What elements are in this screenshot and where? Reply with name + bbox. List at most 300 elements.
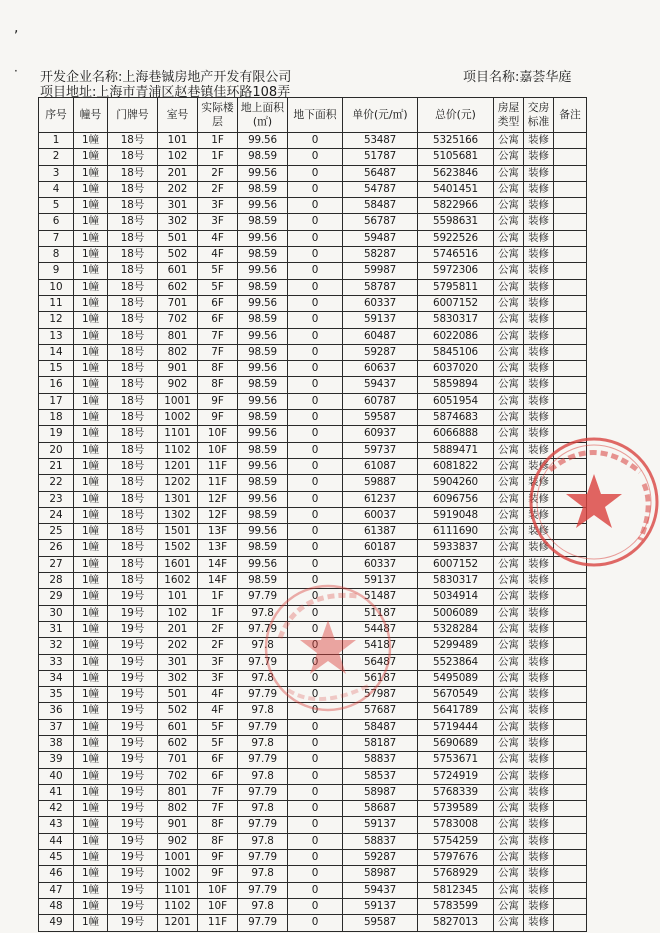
col-header-index: 序号 — [39, 98, 74, 133]
cell-doorplate: 18号 — [108, 491, 158, 507]
cell-floor: 6F — [198, 768, 238, 784]
cell-room: 202 — [158, 181, 198, 197]
cell-above-area: 98.59 — [238, 540, 288, 556]
cell-total-price: 5598631 — [418, 214, 494, 230]
cell-floor: 2F — [198, 165, 238, 181]
cell-delivery-standard: 装修 — [524, 801, 554, 817]
cell-index: 23 — [39, 491, 74, 507]
cell-house-type: 公寓 — [494, 621, 524, 637]
cell-unit-price: 58787 — [343, 279, 418, 295]
cell-doorplate: 19号 — [108, 735, 158, 751]
cell-house-type: 公寓 — [494, 247, 524, 263]
cell-remarks — [554, 687, 587, 703]
cell-above-area: 97.8 — [238, 605, 288, 621]
cell-floor: 2F — [198, 638, 238, 654]
cell-floor: 2F — [198, 621, 238, 637]
cell-unit-price: 60937 — [343, 426, 418, 442]
cell-delivery-standard: 装修 — [524, 149, 554, 165]
cell-remarks — [554, 589, 587, 605]
cell-building: 1幢 — [74, 410, 108, 426]
cell-doorplate: 18号 — [108, 361, 158, 377]
cell-index: 18 — [39, 410, 74, 426]
cell-delivery-standard: 装修 — [524, 556, 554, 572]
cell-above-area: 98.59 — [238, 377, 288, 393]
cell-room: 201 — [158, 165, 198, 181]
cell-delivery-standard: 装修 — [524, 589, 554, 605]
cell-doorplate: 18号 — [108, 263, 158, 279]
cell-above-area: 99.56 — [238, 230, 288, 246]
cell-building: 1幢 — [74, 784, 108, 800]
table-row — [39, 458, 587, 474]
table-row — [39, 214, 587, 230]
cell-house-type: 公寓 — [494, 833, 524, 849]
cell-below-area: 0 — [288, 149, 343, 165]
cell-unit-price: 61087 — [343, 458, 418, 474]
cell-total-price: 6022086 — [418, 328, 494, 344]
cell-delivery-standard: 装修 — [524, 768, 554, 784]
table-row — [39, 540, 587, 556]
cell-floor: 4F — [198, 703, 238, 719]
cell-index: 3 — [39, 165, 74, 181]
cell-remarks — [554, 328, 587, 344]
cell-unit-price: 56487 — [343, 654, 418, 670]
cell-floor: 3F — [198, 198, 238, 214]
cell-room: 901 — [158, 361, 198, 377]
cell-below-area: 0 — [288, 393, 343, 409]
cell-doorplate: 19号 — [108, 687, 158, 703]
table-row — [39, 556, 587, 572]
cell-unit-price: 57987 — [343, 687, 418, 703]
cell-room: 1201 — [158, 915, 198, 931]
cell-remarks — [554, 833, 587, 849]
cell-building: 1幢 — [74, 573, 108, 589]
col-header-below-area: 地下面积 — [288, 98, 343, 133]
cell-building: 1幢 — [74, 735, 108, 751]
cell-above-area: 99.56 — [238, 524, 288, 540]
cell-floor: 2F — [198, 181, 238, 197]
cell-above-area: 97.79 — [238, 752, 288, 768]
bullet-mark: · — [14, 64, 18, 78]
cell-unit-price: 59587 — [343, 410, 418, 426]
cell-total-price: 5812345 — [418, 882, 494, 898]
cell-delivery-standard: 装修 — [524, 344, 554, 360]
cell-index: 33 — [39, 654, 74, 670]
cell-doorplate: 19号 — [108, 915, 158, 931]
cell-delivery-standard: 装修 — [524, 458, 554, 474]
cell-building: 1幢 — [74, 817, 108, 833]
cell-above-area: 99.56 — [238, 361, 288, 377]
cell-below-area: 0 — [288, 654, 343, 670]
cell-doorplate: 18号 — [108, 247, 158, 263]
cell-remarks — [554, 524, 587, 540]
cell-remarks — [554, 263, 587, 279]
cell-room: 101 — [158, 589, 198, 605]
cell-total-price: 5859894 — [418, 377, 494, 393]
cell-room: 502 — [158, 703, 198, 719]
cell-below-area: 0 — [288, 817, 343, 833]
table-row — [39, 344, 587, 360]
table-row — [39, 377, 587, 393]
cell-total-price: 6007152 — [418, 556, 494, 572]
cell-above-area: 98.59 — [238, 507, 288, 523]
table-row — [39, 149, 587, 165]
table-row — [39, 165, 587, 181]
cell-floor: 14F — [198, 573, 238, 589]
cell-doorplate: 18号 — [108, 328, 158, 344]
cell-remarks — [554, 393, 587, 409]
cell-floor: 8F — [198, 817, 238, 833]
cell-unit-price: 54487 — [343, 621, 418, 637]
cell-room: 102 — [158, 605, 198, 621]
table-row — [39, 589, 587, 605]
cell-doorplate: 19号 — [108, 801, 158, 817]
cell-above-area: 97.8 — [238, 670, 288, 686]
cell-building: 1幢 — [74, 426, 108, 442]
cell-floor: 9F — [198, 410, 238, 426]
cell-above-area: 97.8 — [238, 801, 288, 817]
cell-index: 28 — [39, 573, 74, 589]
cell-remarks — [554, 458, 587, 474]
cell-house-type: 公寓 — [494, 426, 524, 442]
table-row — [39, 491, 587, 507]
cell-below-area: 0 — [288, 198, 343, 214]
cell-doorplate: 19号 — [108, 621, 158, 637]
cell-index: 41 — [39, 784, 74, 800]
cell-total-price: 5034914 — [418, 589, 494, 605]
cell-room: 501 — [158, 230, 198, 246]
cell-unit-price: 61237 — [343, 491, 418, 507]
cell-room: 1001 — [158, 393, 198, 409]
cell-remarks — [554, 295, 587, 311]
cell-house-type: 公寓 — [494, 670, 524, 686]
cell-building: 1幢 — [74, 279, 108, 295]
cell-index: 4 — [39, 181, 74, 197]
cell-above-area: 98.59 — [238, 573, 288, 589]
table-row — [39, 328, 587, 344]
cell-floor: 12F — [198, 507, 238, 523]
cell-total-price: 6037020 — [418, 361, 494, 377]
cell-doorplate: 18号 — [108, 573, 158, 589]
cell-delivery-standard: 装修 — [524, 361, 554, 377]
cell-remarks — [554, 133, 587, 149]
table-row — [39, 703, 587, 719]
table-row — [39, 670, 587, 686]
cell-below-area: 0 — [288, 850, 343, 866]
cell-total-price: 5768929 — [418, 866, 494, 882]
cell-index: 32 — [39, 638, 74, 654]
cell-index: 12 — [39, 312, 74, 328]
cell-house-type: 公寓 — [494, 752, 524, 768]
cell-house-type: 公寓 — [494, 866, 524, 882]
cell-delivery-standard: 装修 — [524, 638, 554, 654]
cell-below-area: 0 — [288, 703, 343, 719]
cell-total-price: 5670549 — [418, 687, 494, 703]
cell-house-type: 公寓 — [494, 230, 524, 246]
cell-building: 1幢 — [74, 393, 108, 409]
cell-total-price: 5904260 — [418, 475, 494, 491]
cell-building: 1幢 — [74, 915, 108, 931]
table-row — [39, 181, 587, 197]
cell-index: 11 — [39, 295, 74, 311]
cell-remarks — [554, 426, 587, 442]
cell-index: 31 — [39, 621, 74, 637]
cell-index: 8 — [39, 247, 74, 263]
project-name-label: 项目名称: — [463, 70, 520, 85]
cell-delivery-standard: 装修 — [524, 181, 554, 197]
cell-building: 1幢 — [74, 198, 108, 214]
cell-below-area: 0 — [288, 181, 343, 197]
cell-remarks — [554, 719, 587, 735]
cell-remarks — [554, 850, 587, 866]
cell-house-type: 公寓 — [494, 540, 524, 556]
cell-room: 1002 — [158, 866, 198, 882]
cell-building: 1幢 — [74, 328, 108, 344]
cell-unit-price: 51787 — [343, 149, 418, 165]
cell-floor: 4F — [198, 687, 238, 703]
cell-index: 13 — [39, 328, 74, 344]
cell-above-area: 97.79 — [238, 654, 288, 670]
cell-total-price: 5922526 — [418, 230, 494, 246]
table-row — [39, 915, 587, 931]
cell-above-area: 98.59 — [238, 410, 288, 426]
cell-doorplate: 18号 — [108, 230, 158, 246]
cell-house-type: 公寓 — [494, 589, 524, 605]
cell-house-type: 公寓 — [494, 817, 524, 833]
cell-total-price: 5830317 — [418, 573, 494, 589]
cell-building: 1幢 — [74, 605, 108, 621]
cell-house-type: 公寓 — [494, 133, 524, 149]
cell-below-area: 0 — [288, 589, 343, 605]
cell-total-price: 6111690 — [418, 524, 494, 540]
cell-building: 1幢 — [74, 882, 108, 898]
cell-floor: 5F — [198, 263, 238, 279]
table-row — [39, 850, 587, 866]
cell-total-price: 5768339 — [418, 784, 494, 800]
cell-below-area: 0 — [288, 524, 343, 540]
cell-building: 1幢 — [74, 833, 108, 849]
cell-index: 43 — [39, 817, 74, 833]
cell-below-area: 0 — [288, 882, 343, 898]
cell-total-price: 5401451 — [418, 181, 494, 197]
cell-floor: 6F — [198, 295, 238, 311]
cell-total-price: 5919048 — [418, 507, 494, 523]
cell-below-area: 0 — [288, 687, 343, 703]
col-header-building: 幢号 — [74, 98, 108, 133]
cell-house-type: 公寓 — [494, 328, 524, 344]
cell-doorplate: 18号 — [108, 181, 158, 197]
cell-doorplate: 18号 — [108, 442, 158, 458]
cell-index: 49 — [39, 915, 74, 931]
project-name: 嘉荟华庭 — [519, 70, 572, 85]
cell-above-area: 99.56 — [238, 165, 288, 181]
cell-delivery-standard: 装修 — [524, 426, 554, 442]
cell-index: 46 — [39, 866, 74, 882]
cell-above-area: 97.8 — [238, 866, 288, 882]
cell-delivery-standard: 装修 — [524, 198, 554, 214]
cell-unit-price: 58487 — [343, 198, 418, 214]
col-header-above-area: 地上面积(㎡) — [238, 98, 288, 133]
cell-floor: 6F — [198, 312, 238, 328]
cell-above-area: 97.79 — [238, 621, 288, 637]
cell-below-area: 0 — [288, 507, 343, 523]
cell-remarks — [554, 654, 587, 670]
cell-doorplate: 18号 — [108, 344, 158, 360]
cell-above-area: 99.56 — [238, 426, 288, 442]
table-row — [39, 247, 587, 263]
cell-above-area: 98.59 — [238, 149, 288, 165]
cell-house-type: 公寓 — [494, 915, 524, 931]
cell-unit-price: 60337 — [343, 556, 418, 572]
cell-delivery-standard: 装修 — [524, 393, 554, 409]
cell-above-area: 97.8 — [238, 898, 288, 914]
cell-above-area: 99.56 — [238, 491, 288, 507]
cell-unit-price: 60037 — [343, 507, 418, 523]
table-row — [39, 687, 587, 703]
cell-house-type: 公寓 — [494, 801, 524, 817]
cell-unit-price: 59137 — [343, 898, 418, 914]
cell-index: 17 — [39, 393, 74, 409]
col-header-floor: 实际楼层 — [198, 98, 238, 133]
cell-remarks — [554, 784, 587, 800]
cell-house-type: 公寓 — [494, 654, 524, 670]
cell-below-area: 0 — [288, 491, 343, 507]
cell-doorplate: 18号 — [108, 410, 158, 426]
cell-remarks — [554, 703, 587, 719]
cell-floor: 6F — [198, 752, 238, 768]
cell-doorplate: 19号 — [108, 638, 158, 654]
cell-total-price: 5523864 — [418, 654, 494, 670]
cell-delivery-standard: 装修 — [524, 687, 554, 703]
cell-room: 801 — [158, 784, 198, 800]
cell-room: 602 — [158, 279, 198, 295]
cell-room: 1101 — [158, 882, 198, 898]
cell-total-price: 5006089 — [418, 605, 494, 621]
cell-doorplate: 18号 — [108, 312, 158, 328]
cell-index: 1 — [39, 133, 74, 149]
cell-building: 1幢 — [74, 133, 108, 149]
cell-delivery-standard: 装修 — [524, 507, 554, 523]
table-row — [39, 654, 587, 670]
table-row — [39, 621, 587, 637]
cell-below-area: 0 — [288, 475, 343, 491]
cell-below-area: 0 — [288, 410, 343, 426]
cell-above-area: 97.79 — [238, 687, 288, 703]
cell-unit-price: 58687 — [343, 801, 418, 817]
cell-below-area: 0 — [288, 915, 343, 931]
cell-house-type: 公寓 — [494, 850, 524, 866]
cell-below-area: 0 — [288, 230, 343, 246]
cell-total-price: 5795811 — [418, 279, 494, 295]
cell-doorplate: 18号 — [108, 540, 158, 556]
cell-index: 48 — [39, 898, 74, 914]
cell-house-type: 公寓 — [494, 344, 524, 360]
cell-total-price: 5797676 — [418, 850, 494, 866]
cell-unit-price: 59587 — [343, 915, 418, 931]
cell-room: 802 — [158, 344, 198, 360]
col-header-remarks: 备注 — [554, 98, 587, 133]
cell-above-area: 99.56 — [238, 458, 288, 474]
cell-building: 1幢 — [74, 491, 108, 507]
cell-building: 1幢 — [74, 442, 108, 458]
cell-floor: 1F — [198, 149, 238, 165]
col-header-unit-price: 单价(元/㎡) — [343, 98, 418, 133]
cell-total-price: 5822966 — [418, 198, 494, 214]
cell-total-price: 5641789 — [418, 703, 494, 719]
cell-doorplate: 19号 — [108, 768, 158, 784]
cell-delivery-standard: 装修 — [524, 410, 554, 426]
cell-delivery-standard: 装修 — [524, 540, 554, 556]
cell-index: 22 — [39, 475, 74, 491]
table-row — [39, 426, 587, 442]
cell-total-price: 5783599 — [418, 898, 494, 914]
cell-house-type: 公寓 — [494, 458, 524, 474]
cell-below-area: 0 — [288, 898, 343, 914]
cell-delivery-standard: 装修 — [524, 833, 554, 849]
cell-remarks — [554, 540, 587, 556]
cell-unit-price: 51487 — [343, 589, 418, 605]
cell-room: 301 — [158, 654, 198, 670]
cell-building: 1幢 — [74, 377, 108, 393]
cell-remarks — [554, 801, 587, 817]
cell-below-area: 0 — [288, 295, 343, 311]
cell-building: 1幢 — [74, 801, 108, 817]
table-row — [39, 230, 587, 246]
cell-unit-price: 60187 — [343, 540, 418, 556]
cell-remarks — [554, 247, 587, 263]
cell-doorplate: 18号 — [108, 556, 158, 572]
table-row — [39, 475, 587, 491]
cell-floor: 14F — [198, 556, 238, 572]
cell-unit-price: 61387 — [343, 524, 418, 540]
cell-index: 15 — [39, 361, 74, 377]
cell-unit-price: 60487 — [343, 328, 418, 344]
cell-room: 1102 — [158, 442, 198, 458]
cell-floor: 7F — [198, 328, 238, 344]
cell-index: 29 — [39, 589, 74, 605]
cell-building: 1幢 — [74, 898, 108, 914]
cell-building: 1幢 — [74, 507, 108, 523]
cell-below-area: 0 — [288, 458, 343, 474]
cell-remarks — [554, 475, 587, 491]
cell-remarks — [554, 605, 587, 621]
cell-doorplate: 18号 — [108, 198, 158, 214]
cell-remarks — [554, 768, 587, 784]
cell-room: 602 — [158, 735, 198, 751]
cell-floor: 5F — [198, 735, 238, 751]
cell-room: 502 — [158, 247, 198, 263]
cell-above-area: 98.59 — [238, 475, 288, 491]
cell-remarks — [554, 573, 587, 589]
cell-delivery-standard: 装修 — [524, 230, 554, 246]
table-row — [39, 410, 587, 426]
cell-below-area: 0 — [288, 605, 343, 621]
cell-unit-price: 51187 — [343, 605, 418, 621]
table-row — [39, 866, 587, 882]
developer-name: 上海巷铖房地产开发有限公司 — [122, 70, 292, 85]
cell-building: 1幢 — [74, 165, 108, 181]
cell-index: 39 — [39, 752, 74, 768]
cell-below-area: 0 — [288, 312, 343, 328]
cell-building: 1幢 — [74, 361, 108, 377]
cell-index: 38 — [39, 735, 74, 751]
cell-delivery-standard: 装修 — [524, 752, 554, 768]
cell-below-area: 0 — [288, 377, 343, 393]
table-row — [39, 882, 587, 898]
cell-above-area: 99.56 — [238, 393, 288, 409]
cell-delivery-standard: 装修 — [524, 491, 554, 507]
cell-above-area: 98.59 — [238, 344, 288, 360]
cell-doorplate: 18号 — [108, 133, 158, 149]
